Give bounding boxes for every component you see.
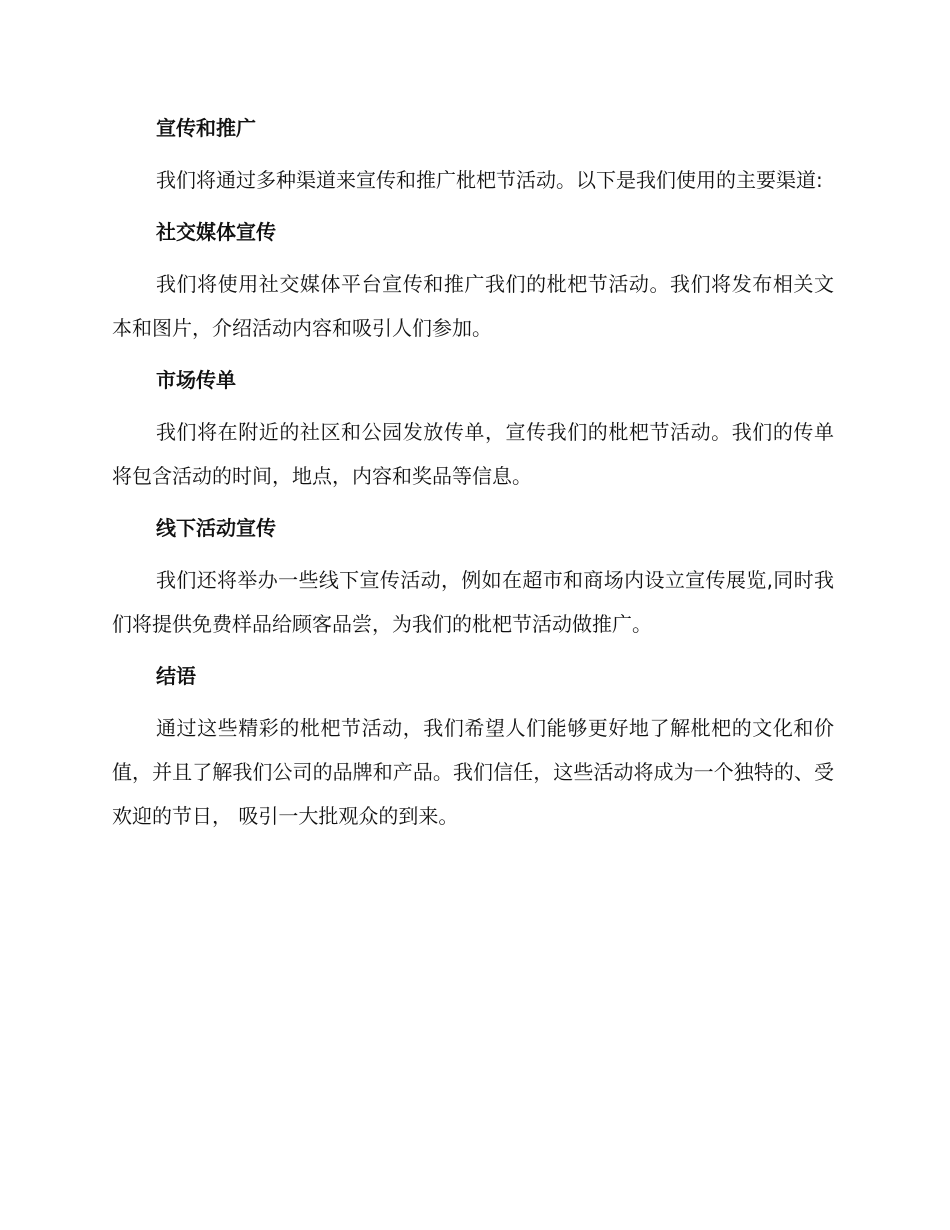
section-paragraph: 我们将在附近的社区和公园发放传单，宣传我们的枇杷节活动。我们的传单将包含活动的时间，地点，内容和奖品等信息。: [112, 420, 834, 488]
section-paragraph: 我们将通过多种渠道来宣传和推广枇杷节活动。以下是我们使用的主要渠道:: [156, 168, 823, 192]
section-promotion: [112, 112, 834, 202]
section-heading: 市场传单: [156, 368, 236, 392]
section-heading: 结语: [156, 664, 196, 688]
section-paragraph: 我们还将举办一些线下宣传活动，例如在超市和商场内设立宣传展览,同时我们将提供免费样品给顾客品尝，为我们的枇杷节活动做推广。: [112, 568, 834, 636]
section-flyers: [112, 364, 834, 498]
section-heading: 宣传和推广: [156, 116, 256, 140]
section-offline-events: [112, 512, 834, 646]
section-heading: 线下活动宣传: [156, 516, 276, 540]
document-page: [112, 112, 834, 838]
section-paragraph: 通过这些精彩的枇杷节活动，我们希望人们能够更好地了解枇杷的文化和价值，并且了解我们公司的品牌和产品。我们信任，这些活动将成为一个独特的、受欢迎的节日， 吸引一大批观众的到来。: [112, 716, 834, 828]
section-heading: 社交媒体宣传: [156, 220, 276, 244]
section-conclusion: [112, 660, 834, 838]
section-paragraph: 我们将使用社交媒体平台宣传和推广我们的枇杷节活动。我们将发布相关文本和图片，介绍活动内容和吸引人们参加。: [112, 272, 834, 340]
section-social-media: [112, 216, 834, 350]
